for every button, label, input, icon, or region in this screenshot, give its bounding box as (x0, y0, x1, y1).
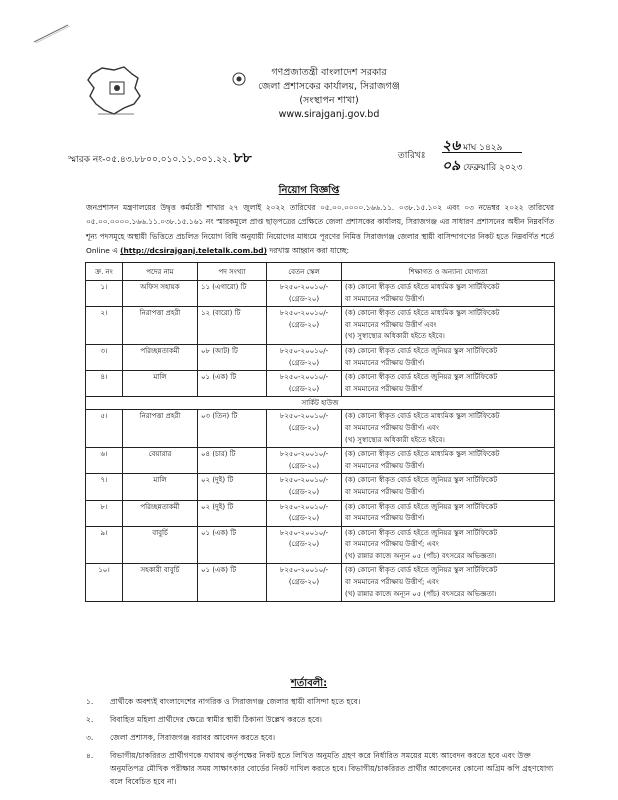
post-count-text: ০১ (এক) টি (201, 373, 237, 382)
row-post-count (198, 371, 267, 397)
table-row (86, 410, 555, 448)
section-label: সার্কিট হাউজ (86, 397, 555, 410)
row-serial (86, 564, 123, 602)
post-name-text: পরিচ্ছন্নতাকর্মী (140, 502, 180, 511)
serial-text: ৬। (100, 450, 108, 459)
row-post-count (198, 448, 267, 474)
row-pay-scale (267, 564, 342, 602)
row-post-name (123, 526, 198, 564)
term-text: প্রার্থীকে অবশ্যই বাংলাদেশের নাগরিক ও সিরাজগঞ্জ জেলার স্থায়ী বাসিন্দা হতে হবে। (110, 697, 361, 706)
qualification-line: (ক) কোনো স্বীকৃত বোর্ড হইতে মাধ্যমিক স্কুল সার্টিফিকেট (345, 450, 500, 459)
pay-scale-text: ৮২৫০-২০০১০/- (279, 373, 329, 382)
website-link[interactable]: www.sirajganj.gov.bd (278, 109, 380, 120)
row-serial (86, 307, 123, 345)
serial-text: ৭। (100, 476, 108, 485)
grade-text: (গ্রেড-২০) (288, 423, 320, 432)
qualification-line: বা সমমানের পরীক্ষায় উত্তীর্ণ এবং (345, 320, 437, 329)
qualification-line: বা সমমানের পরীক্ষায় উত্তীর্ণ। (345, 358, 425, 367)
notice-title: নিয়োগ বিজ্ঞপ্তি (278, 185, 340, 196)
post-count-text: ০১ (এক) টি (201, 528, 237, 537)
intro-paragraph (86, 201, 554, 258)
qualification-line: (ক) কোনো স্বীকৃত বোর্ড হইতে জুনিয়র স্কুল সার্টিফিকেট (345, 373, 498, 382)
grade-text: (গ্রেড-২০) (288, 540, 320, 549)
row-post-name (123, 344, 198, 370)
qualification-line: (খ) সুস্বাস্থ্যের অধিকারী হইতে হইবে। (345, 332, 445, 341)
post-count-text: ০৪ (চার) টি (201, 450, 236, 459)
intro-text: জনপ্রশাসন মন্ত্রণালয়ের উদ্বৃত্ত কর্মচারী শাখার ২৭ জুলাই ২০২২ তারিখের ০৫.০০.০০০০.১৬৬.১১. ০৩৮.১৫.১০২ এবং ০৩ নভেম্বর ২০২২ তারিখের ০৫.০০.০০০০.১৬৬.১১.০৩৮.১৫.১৬১ নং স্মারকমূলে প্রাপ্ত ছাড়পত্রের প্রেক্ষিতে জেলা প্রশাসকের কার্যালয়, সিরাজগঞ্জ এর সাধারণ প্রশাসনের অধীন নিম্নবর্ণিত শূন্য পদসমূহে অস্থায়ী ভিত্তিতে প্রচলিত নিয়োগ বিধি অনুযায়ী নিয়োগের মাধ্যমে পূরণের নিমিত্ত সিরাজগঞ্জ জেলার স্থায়ী বাসিন্দাগণের নিকট হতে নিম্নবর্ণিত শর্তে Online এ (86, 203, 554, 255)
row-qualification (342, 500, 555, 526)
row-pay-scale (267, 371, 342, 397)
post-name-text: পরিচ্ছন্নতাকর্মী (140, 346, 180, 355)
post-name-text: বাবুর্চি (152, 528, 168, 537)
grade-text: (গ্রেড-২০) (288, 578, 320, 587)
pay-scale-text: ৮২৫০-২০০১০/- (279, 283, 329, 291)
memo-number (68, 146, 252, 170)
row-serial (86, 371, 123, 397)
row-qualification (342, 281, 555, 307)
row-serial (86, 448, 123, 474)
term-number: ১. (86, 697, 94, 706)
post-name-text: অফিস সহায়ক (140, 283, 180, 291)
post-count-text: ১১ (এগারো) টি (201, 283, 247, 291)
qualification-line: (ক) কোনো স্বীকৃত বোর্ড হইতে মাধ্যমিক স্কুল সার্টিফিকেট (345, 283, 500, 291)
row-post-name (123, 307, 198, 345)
post-count-text: ০২ (দুই) টি (201, 476, 234, 485)
pay-scale-text: ৮২৫০-২০০১০/- (279, 412, 329, 421)
terms-list (86, 695, 556, 793)
qualification-line: (ক) কোনো স্বীকৃত বোর্ড হইতে জুনিয়র স্কুল সার্টিফিকেট (345, 476, 498, 485)
grade-text: (গ্রেড-২০) (288, 384, 320, 393)
table-row (86, 307, 555, 345)
pay-scale-text: ৮২৫০-২০০১০/- (279, 528, 329, 537)
qualification-line: বা সমমানের পরীক্ষায় উত্তীর্ণ। (345, 294, 425, 303)
row-qualification (342, 448, 555, 474)
qualification-line: (ক) কোনো স্বীকৃত বোর্ড হইতে জুনিয়র স্কুল সার্টিফিকেট (345, 502, 498, 511)
post-count-text: ০২ (দুই) টি (201, 502, 234, 511)
letterhead (20, 66, 618, 122)
term-number: ৩. (86, 733, 94, 742)
serial-text: ৪। (100, 373, 108, 382)
memo-number-text: স্মারক নং-০৫.৪৩.৮৮০০.০১০.১১.০০১.২২. (68, 155, 231, 165)
row-qualification (342, 307, 555, 345)
post-name-text: নিরাপত্তা প্রহরী (139, 412, 181, 421)
grade-text: (গ্রেড-২০) (288, 294, 320, 303)
serial-text: ৫। (100, 412, 108, 421)
table-row (86, 344, 555, 370)
grade-text: (গ্রেড-২০) (288, 461, 320, 470)
row-serial (86, 344, 123, 370)
pay-scale-text: ৮২৫০-২০০১০/- (279, 309, 329, 318)
row-pay-scale (267, 281, 342, 307)
grade-text: (গ্রেড-২০) (288, 487, 320, 496)
section-row-circuit-house (86, 397, 555, 410)
row-post-count (198, 564, 267, 602)
row-post-name (123, 500, 198, 526)
bangla-month: মাঘ ১৪২৯ (463, 143, 503, 153)
govt-name: গণপ্রজাতন্ত্রী বাংলাদেশ সরকার (271, 67, 387, 78)
serial-text: ৯। (100, 528, 108, 537)
qualification-line: বা সমমানের পরীক্ষায় উত্তীর্ণ। এবং (345, 423, 439, 432)
qualification-line: বা সমমানের পরীক্ষায় উত্তীর্ণ। (345, 487, 425, 496)
term-text: বিবাহিত মহিলা প্রার্থীদের ক্ষেত্রে স্বামীর স্থায়ী ঠিকানা উল্লেখ করতে হবে। (110, 715, 323, 724)
term-text: জেলা প্রশাসক, সিরাজগঞ্জ বরাবর আবেদন করতে হবে। (110, 733, 276, 742)
grade-text: (গ্রেড-২০) (288, 320, 320, 329)
row-pay-scale (267, 448, 342, 474)
row-post-count (198, 344, 267, 370)
table-row (86, 281, 555, 307)
row-post-name (123, 410, 198, 448)
row-post-count (198, 474, 267, 500)
qualification-line: (ক) কোনো স্বীকৃত বোর্ড হইতে মাধ্যমিক স্কুল সার্টিফিকেট (345, 309, 500, 318)
row-post-name (123, 371, 198, 397)
row-serial (86, 526, 123, 564)
grade-text: (গ্রেড-২০) (288, 514, 320, 523)
row-serial (86, 474, 123, 500)
qualification-line: (ক) কোনো স্বীকৃত বোর্ড হইতে জুনিয়র স্কুল সার্টিফিকেট (345, 528, 498, 537)
office-name: জেলা প্রশাসকের কার্যালয়, সিরাজগঞ্জ (258, 81, 400, 92)
term-item (86, 731, 556, 744)
col-header-post-count: পদ সংখ্যা (198, 263, 267, 281)
post-count-text: ০১ (এক) টি (201, 566, 237, 575)
row-post-count (198, 281, 267, 307)
row-pay-scale (267, 474, 342, 500)
terms-title: শর্তাবলী: (290, 678, 328, 689)
qualification-line: (ক) কোনো স্বীকৃত বোর্ড হইতে জুনিয়র স্কুল সার্টিফিকেট (345, 346, 498, 355)
col-header-serial: ক্র. নং (86, 263, 123, 281)
post-name-text: মালি (153, 373, 167, 382)
row-post-name (123, 448, 198, 474)
row-qualification (342, 344, 555, 370)
post-name-text: বেয়ারার (148, 450, 172, 459)
serial-text: ১। (100, 283, 108, 291)
row-post-count (198, 500, 267, 526)
col-header-post-name: পদের নাম (123, 263, 198, 281)
english-date (442, 152, 522, 178)
section-name: (সংস্থাপন শাখা) (299, 95, 359, 106)
row-serial (86, 281, 123, 307)
application-link[interactable]: (http://dcsirajganj.teletalk.com.bd) (120, 245, 267, 255)
term-item (86, 713, 556, 726)
post-name-text: সহকারী বাবুর্চি (140, 566, 180, 575)
row-pay-scale (267, 344, 342, 370)
post-name-text: নিরাপত্তা প্রহরী (139, 309, 181, 318)
serial-text: ১০। (98, 566, 110, 575)
posts-table-body (86, 281, 555, 602)
qualification-line: (খ) রান্নার কাজে অন্যূন ০৫ (পাঁচ) বৎসরের অভিজ্ঞতা। (345, 551, 497, 560)
row-qualification (342, 526, 555, 564)
pay-scale-text: ৮২৫০-২০০১০/- (279, 502, 329, 511)
row-post-count (198, 526, 267, 564)
serial-text: ৩। (100, 346, 108, 355)
english-day-handwritten: ০৯ (442, 158, 461, 174)
term-item (86, 749, 556, 788)
row-post-count (198, 307, 267, 345)
serial-text: ৮। (100, 502, 108, 511)
row-post-name (123, 281, 198, 307)
post-count-text: ০৩ (তিন) টি (201, 412, 238, 421)
col-header-qualification: শিক্ষাগত ও অন্যান্য যোগ্যতা (342, 263, 555, 281)
serial-text: ২। (100, 309, 108, 318)
paper-pin-icon (32, 22, 72, 44)
post-count-text: ১২ (বারো) টি (201, 309, 241, 318)
col-header-pay-scale: বেতন স্কেল (267, 263, 342, 281)
term-item (86, 695, 556, 708)
row-qualification (342, 564, 555, 602)
qualification-line: বা সমমানের পরীক্ষায় উত্তীর্ণ; এবং (345, 578, 439, 587)
row-post-name (123, 564, 198, 602)
qualification-line: (খ) রান্নার কাজে অন্যূন ০৫ (পাঁচ) বৎসরের অভিজ্ঞতা। (345, 589, 497, 598)
qualification-line: বা সমমানের পরীক্ষায় উত্তীর্ণ; এবং (345, 540, 439, 549)
row-pay-scale (267, 500, 342, 526)
row-post-count (198, 410, 267, 448)
row-qualification (342, 371, 555, 397)
row-qualification (342, 474, 555, 500)
table-row (86, 500, 555, 526)
qualification-line: বা সমমানের পরীক্ষায় উত্তীর্ণ (345, 384, 422, 393)
qualification-line: বা সমমানের পরীক্ষায় উত্তীর্ণ। (345, 461, 425, 470)
term-number: ৪. (86, 751, 94, 760)
row-qualification (342, 410, 555, 448)
row-serial (86, 410, 123, 448)
term-number: ২. (86, 715, 94, 724)
table-row (86, 371, 555, 397)
row-pay-scale (267, 410, 342, 448)
bangla-day-handwritten: ২৬ (442, 138, 461, 154)
date-label: তারিখঃ (398, 151, 426, 161)
row-serial (86, 500, 123, 526)
pay-scale-text: ৮২৫০-২০০১০/- (279, 346, 329, 355)
post-name-text: মালি (153, 476, 167, 485)
table-header-row (86, 263, 555, 281)
english-month: ফেব্রুয়ারি ২০২৩ (463, 163, 523, 173)
grade-text: (গ্রেড-২০) (288, 358, 320, 367)
posts-table (85, 262, 555, 602)
pay-scale-text: ৮২৫০-২০০১০/- (279, 476, 329, 485)
post-count-text: ০৮ (আট) টি (201, 346, 238, 355)
term-text: বিভাগীয়/চাকরিরত প্রার্থীগণকে যথাযথ কর্তৃপক্ষের নিকট হতে লিখিত অনুমতি গ্রহণ করে নির্ধারিত সময়ের মধ্যে আবেদন করতে হবে এবং উক্ত অনুমতিপত্র মৌখিক পরীক্ষার সময় সাক্ষাৎকার বোর্ডের নিকট দাখিল করতে হবে। বিভাগীয়/চাকরিরত প্রার্থীর আবেদনের কোনো অগ্রিম কপি গ্রহণযোগ্য বলে বিবেচিত হবে না। (110, 751, 554, 786)
qualification-line: (খ) সুস্বাস্থ্যের অধিকারী হইতে হইবে। (345, 435, 445, 444)
row-post-name (123, 474, 198, 500)
pay-scale-text: ৮২৫০-২০০১০/- (279, 450, 329, 459)
table-row (86, 526, 555, 564)
intro-tail: দরখাস্ত আহ্বান করা যাচ্ছে: (266, 245, 349, 255)
qualification-line: (ক) কোনো স্বীকৃত বোর্ড হইতে জুনিয়র স্কুল সার্টিফিকেট (345, 566, 498, 575)
row-pay-scale (267, 307, 342, 345)
table-row (86, 564, 555, 602)
table-row (86, 448, 555, 474)
qualification-line: বা সমমানের পরীক্ষায় উত্তীর্ণ। (345, 514, 425, 523)
row-pay-scale (267, 526, 342, 564)
qualification-line: (ক) কোনো স্বীকৃত বোর্ড হইতে মাধ্যমিক স্কুল সার্টিফিকেট (345, 412, 500, 421)
table-row (86, 474, 555, 500)
pay-scale-text: ৮২৫০-২০০১০/- (279, 566, 329, 575)
memo-handwritten-number: ৮৮ (233, 150, 252, 166)
